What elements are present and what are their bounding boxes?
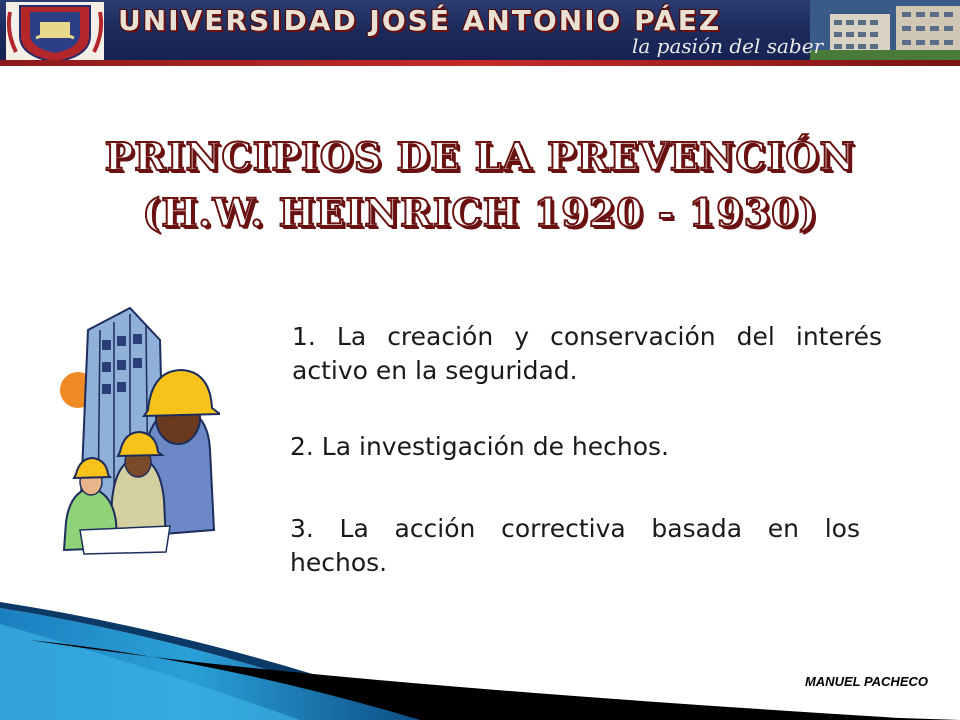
campus-building-image: [810, 0, 960, 60]
principle-item-2: 2. La investigación de hechos.: [290, 432, 669, 461]
university-tagline: la pasión del saber: [632, 34, 824, 58]
slide-title-line-1: PRINCIPIOS DE LA PREVENCIÓN: [104, 134, 856, 179]
university-name: UNIVERSIDAD JOSÉ ANTONIO PÁEZ: [118, 4, 722, 37]
author-name: MANUEL PACHECO: [804, 674, 928, 689]
banner-accent-line: [0, 60, 960, 66]
principle-item-1: 1. La creación y conservación del interés activo en la seguridad.: [292, 322, 882, 385]
header-banner: [0, 0, 960, 66]
principle-item-3: 3. La acción correctiva basada en los hechos.: [290, 514, 860, 577]
slide-title-line-2: (H.W. HEINRICH 1920 - 1930): [142, 190, 818, 235]
construction-workers-illustration: [60, 300, 220, 555]
footer-swoosh-decoration: [0, 600, 960, 720]
university-crest-logo: [6, 2, 104, 64]
